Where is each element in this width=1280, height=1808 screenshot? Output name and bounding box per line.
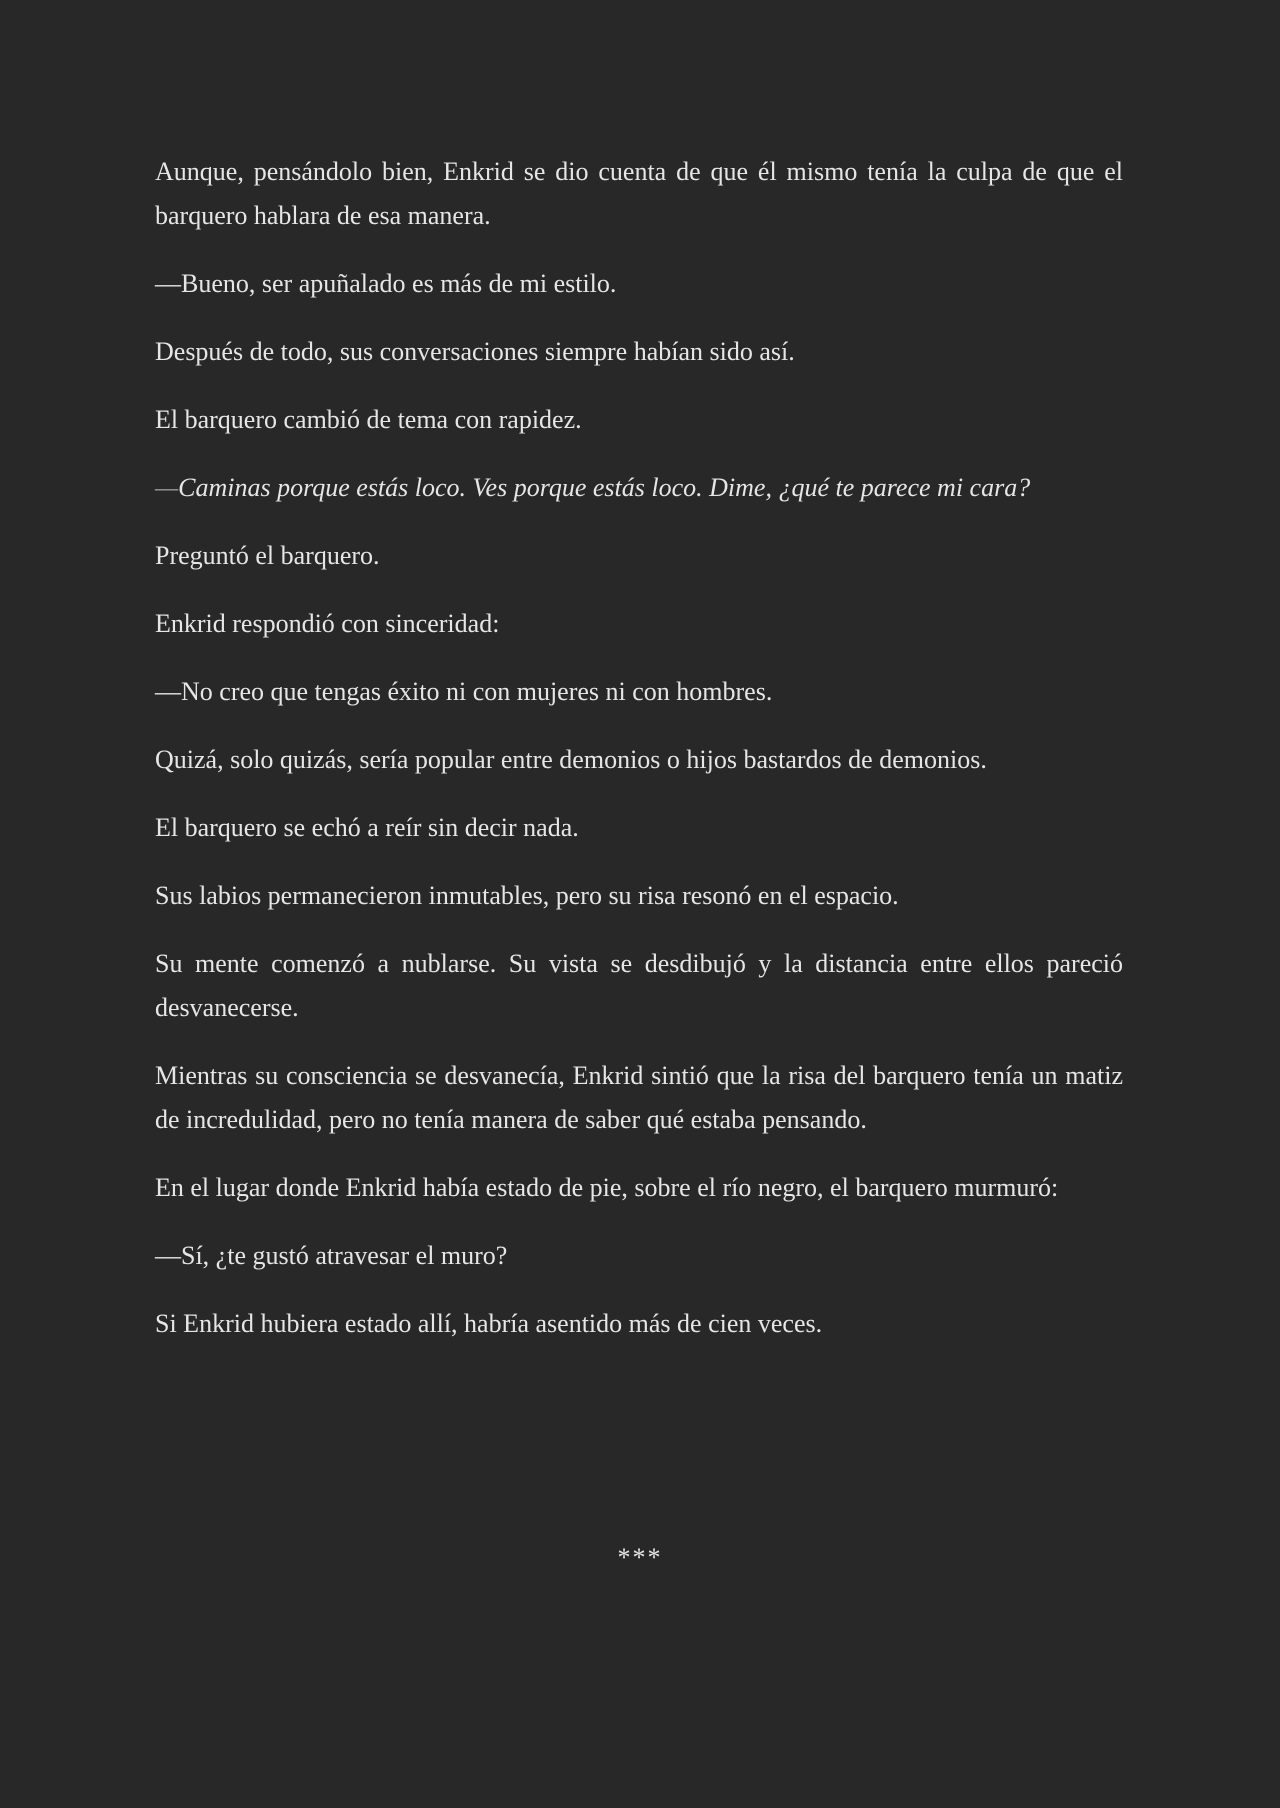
chapter-text bbox=[155, 150, 1123, 1370]
scene-separator: *** bbox=[617, 1543, 663, 1572]
paragraph: —No creo que tengas éxito ni con mujeres ni con hombres. bbox=[155, 677, 773, 706]
italic-dialogue-text: Caminas porque estás loco. Ves porque estás loco. Dime, ¿qué te parece mi cara? bbox=[178, 473, 1031, 502]
paragraph: En el lugar donde Enkrid había estado de pie, sobre el río negro, el barquero murmuró: bbox=[155, 1173, 1059, 1202]
paragraph: Sus labios permanecieron inmutables, pero su risa resonó en el espacio. bbox=[155, 881, 899, 910]
paragraph: Aunque, pensándolo bien, Enkrid se dio cuenta de que él mismo tenía la culpa de que el barquero hablara de esa manera. bbox=[155, 157, 1123, 230]
paragraph: Si Enkrid hubiera estado allí, habría asentido más de cien veces. bbox=[155, 1309, 823, 1338]
paragraph: Su mente comenzó a nublarse. Su vista se desdibujó y la distancia entre ellos pareció desvanecerse. bbox=[155, 949, 1123, 1022]
paragraph: Después de todo, sus conversaciones siempre habían sido así. bbox=[155, 337, 795, 366]
italic-dialogue-paragraph bbox=[155, 466, 1123, 510]
paragraph: Mientras su consciencia se desvanecía, Enkrid sintió que la risa del barquero tenía un matiz de incredulidad, pero no tenía manera de saber qué estaba pensando. bbox=[155, 1061, 1123, 1134]
paragraph: Preguntó el barquero. bbox=[155, 541, 380, 570]
paragraph: —Bueno, ser apuñalado es más de mi estilo. bbox=[155, 269, 617, 298]
paragraph: Quizá, solo quizás, sería popular entre demonios o hijos bastardos de demonios. bbox=[155, 745, 987, 774]
paragraph: El barquero se echó a reír sin decir nada. bbox=[155, 813, 579, 842]
paragraph: —Sí, ¿te gustó atravesar el muro? bbox=[155, 1241, 508, 1270]
paragraph: Enkrid respondió con sinceridad: bbox=[155, 609, 500, 638]
dialogue-dash: — bbox=[155, 473, 179, 502]
paragraph: El barquero cambió de tema con rapidez. bbox=[155, 405, 582, 434]
